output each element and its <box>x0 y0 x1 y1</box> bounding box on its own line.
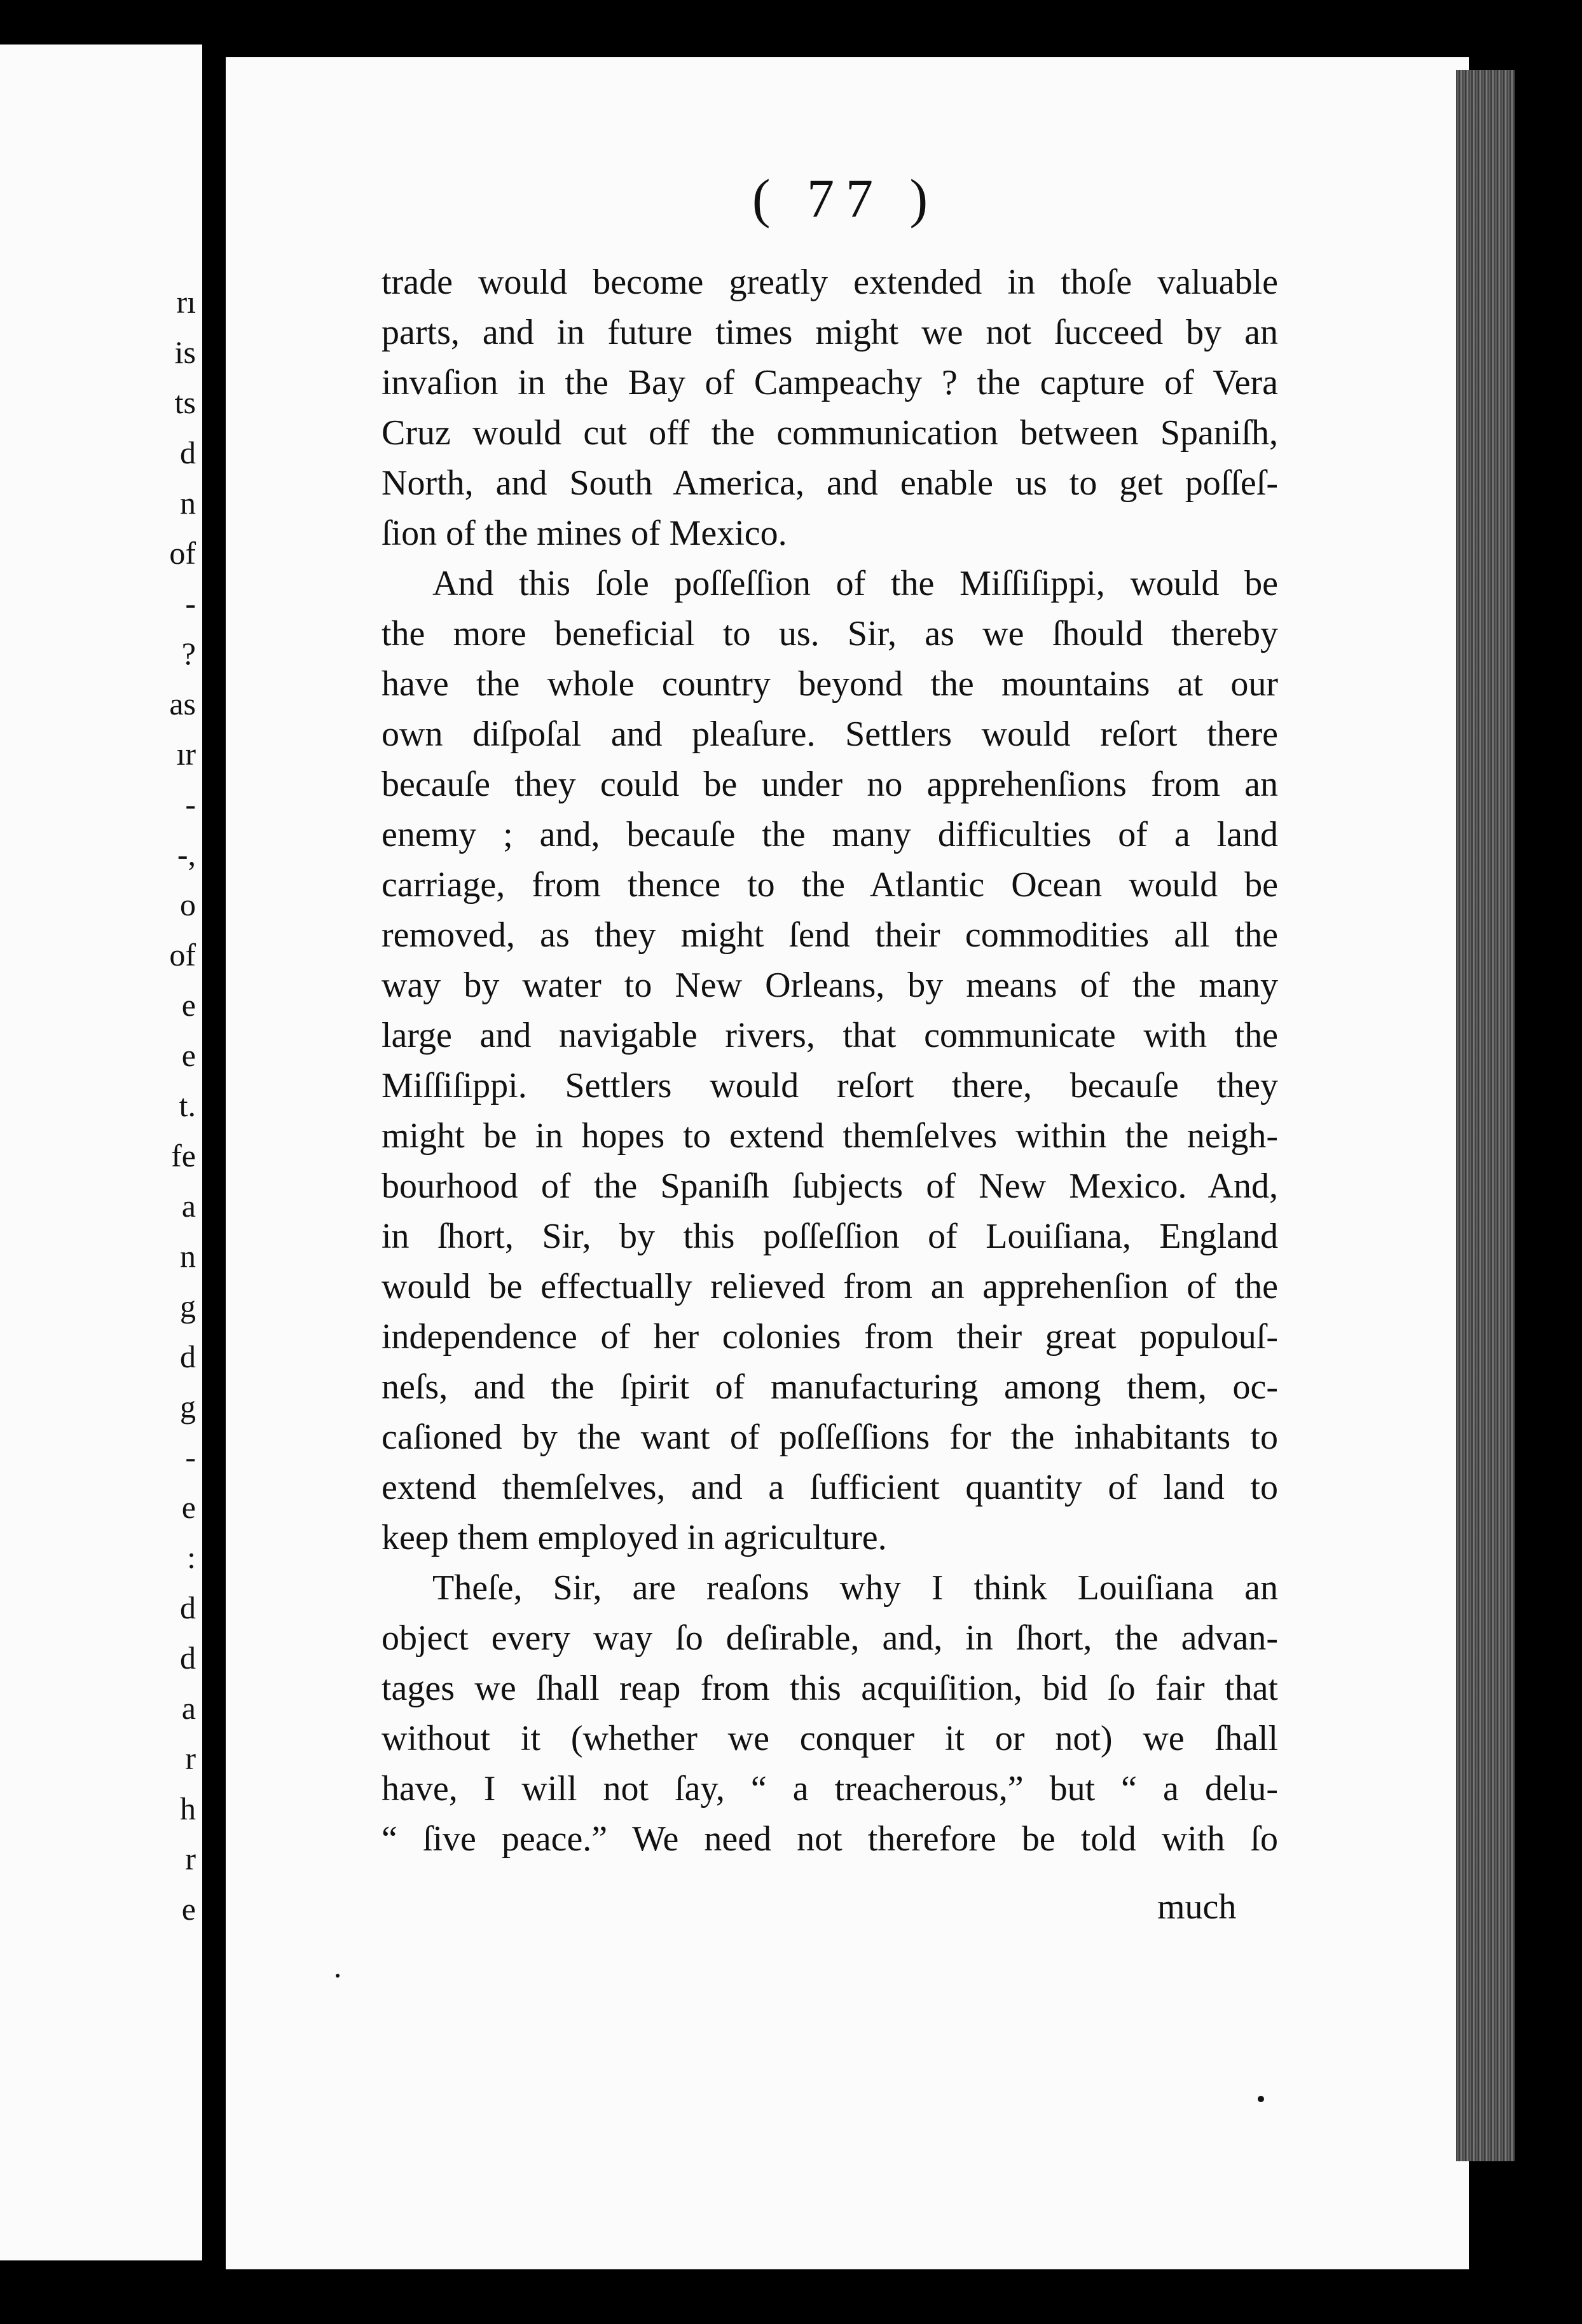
previous-page-fragment <box>0 44 202 2260</box>
text-line: caſioned by the want of poſſeſſions for the inhabitants to <box>382 1418 1278 1457</box>
fragment-line: d <box>180 1339 196 1374</box>
text-line: North, and South America, and enable us to get poſſeſ- <box>382 463 1278 503</box>
fragment-line: ır <box>176 736 196 772</box>
fragment-line: d <box>180 1590 196 1625</box>
text-line: “ ſive peace.” We need not therefore be told with ſo <box>382 1819 1278 1859</box>
scan-speck <box>336 1974 340 1978</box>
fragment-line: ts <box>174 385 196 420</box>
text-line: have the whole country beyond the mountains at our <box>382 664 1278 704</box>
text-line: ſion of the mines of Mexico. <box>382 514 787 553</box>
fragment-line: d <box>180 435 196 470</box>
text-line: Miſſiſippi. Settlers would reſort there, becauſe they <box>382 1066 1278 1105</box>
page-edge-shadow <box>1456 70 1515 2161</box>
text-line: without it (whether we conquer it or not) we ſhall <box>382 1719 1278 1758</box>
text-line: invaſion in the Bay of Campeachy ? the capture of Vera <box>382 363 1278 402</box>
text-line: have, I will not ſay, “ a treacherous,” but “ a delu- <box>382 1769 1278 1808</box>
fragment-line: - <box>185 585 196 621</box>
text-line: extend themſelves, and a ſufficient quantity of land to <box>382 1468 1278 1507</box>
fragment-line: as <box>169 686 196 721</box>
scan-speck <box>1258 2096 1264 2102</box>
fragment-line: g <box>180 1389 196 1425</box>
text-line: Cruz would cut off the communication between Spaniſh, <box>382 413 1278 453</box>
text-line: the more beneficial to us. Sir, as we ſhould thereby <box>382 614 1278 653</box>
text-line: way by water to New Orleans, by means of the many <box>382 966 1278 1005</box>
text-line: And this ſole poſſeſſion of the Miſſiſippi, would be <box>432 564 1278 603</box>
catchword: much <box>1157 1887 1237 1927</box>
text-line: enemy ; and, becauſe the many difficulties of a land <box>382 815 1278 854</box>
fragment-line: rı <box>176 284 196 320</box>
text-line: would be effectually relieved from an apprehenſion of the <box>382 1267 1278 1306</box>
fragment-line: - <box>185 1439 196 1475</box>
fragment-line: e <box>181 1891 196 1927</box>
body-text <box>382 257 1278 1864</box>
fragment-line: n <box>180 1238 196 1274</box>
fragment-line: o <box>180 887 196 922</box>
fragment-line: a <box>181 1188 196 1224</box>
fragment-line: d <box>180 1640 196 1676</box>
text-line: keep them employed in agriculture. <box>382 1518 887 1557</box>
fragment-line: e <box>181 1489 196 1525</box>
text-line: carriage, from thence to the Atlantic Ocean would be <box>382 865 1278 905</box>
text-line: bourhood of the Spaniſh ſubjects of New Mexico. And, <box>382 1166 1278 1206</box>
text-line: Theſe, Sir, are reaſons why I think Louiſiana an <box>432 1568 1278 1608</box>
text-line: trade would become greatly extended in thoſe valuable <box>382 263 1278 302</box>
text-line: neſs, and the ſpirit of manufacturing among them, oc- <box>382 1367 1278 1407</box>
fragment-line: of <box>169 535 196 571</box>
text-line: independence of her colonies from their great populouſ- <box>382 1317 1278 1357</box>
text-line: tages we ſhall reap from this acquiſition, bid ſo fair that <box>382 1669 1278 1708</box>
fragment-line: r <box>185 1841 196 1876</box>
text-line: in ſhort, Sir, by this poſſeſſion of Louiſiana, England <box>382 1217 1278 1256</box>
fragment-line: g <box>180 1288 196 1324</box>
fragment-line: n <box>180 485 196 521</box>
fragment-line: of <box>169 937 196 973</box>
text-line: becauſe they could be under no apprehenſions from an <box>382 765 1278 804</box>
fragment-line: e <box>181 1037 196 1073</box>
fragment-line: t. <box>179 1088 196 1123</box>
fragment-line: a <box>181 1690 196 1726</box>
fragment-line: ? <box>181 636 196 671</box>
fragment-line: is <box>174 334 196 370</box>
fragment-line: e <box>181 987 196 1023</box>
text-line: might be in hopes to extend themſelves within the neigh- <box>382 1116 1278 1156</box>
page-number: ( 77 ) <box>752 168 940 229</box>
fragment-line: - <box>185 786 196 822</box>
fragment-line: -, <box>177 837 196 872</box>
fragment-line: r <box>185 1740 196 1776</box>
fragment-line: fe <box>171 1138 196 1173</box>
text-line: parts, and in future times might we not ſucceed by an <box>382 313 1278 352</box>
fragment-line: : <box>187 1540 196 1575</box>
text-line: object every way ſo deſirable, and, in ſhort, the advan- <box>382 1618 1278 1658</box>
text-line: own diſpoſal and pleaſure. Settlers would reſort there <box>382 714 1278 754</box>
fragment-line: h <box>180 1791 196 1826</box>
text-line: removed, as they might ſend their commodities all the <box>382 915 1278 955</box>
text-line: large and navigable rivers, that communicate with the <box>382 1016 1278 1055</box>
